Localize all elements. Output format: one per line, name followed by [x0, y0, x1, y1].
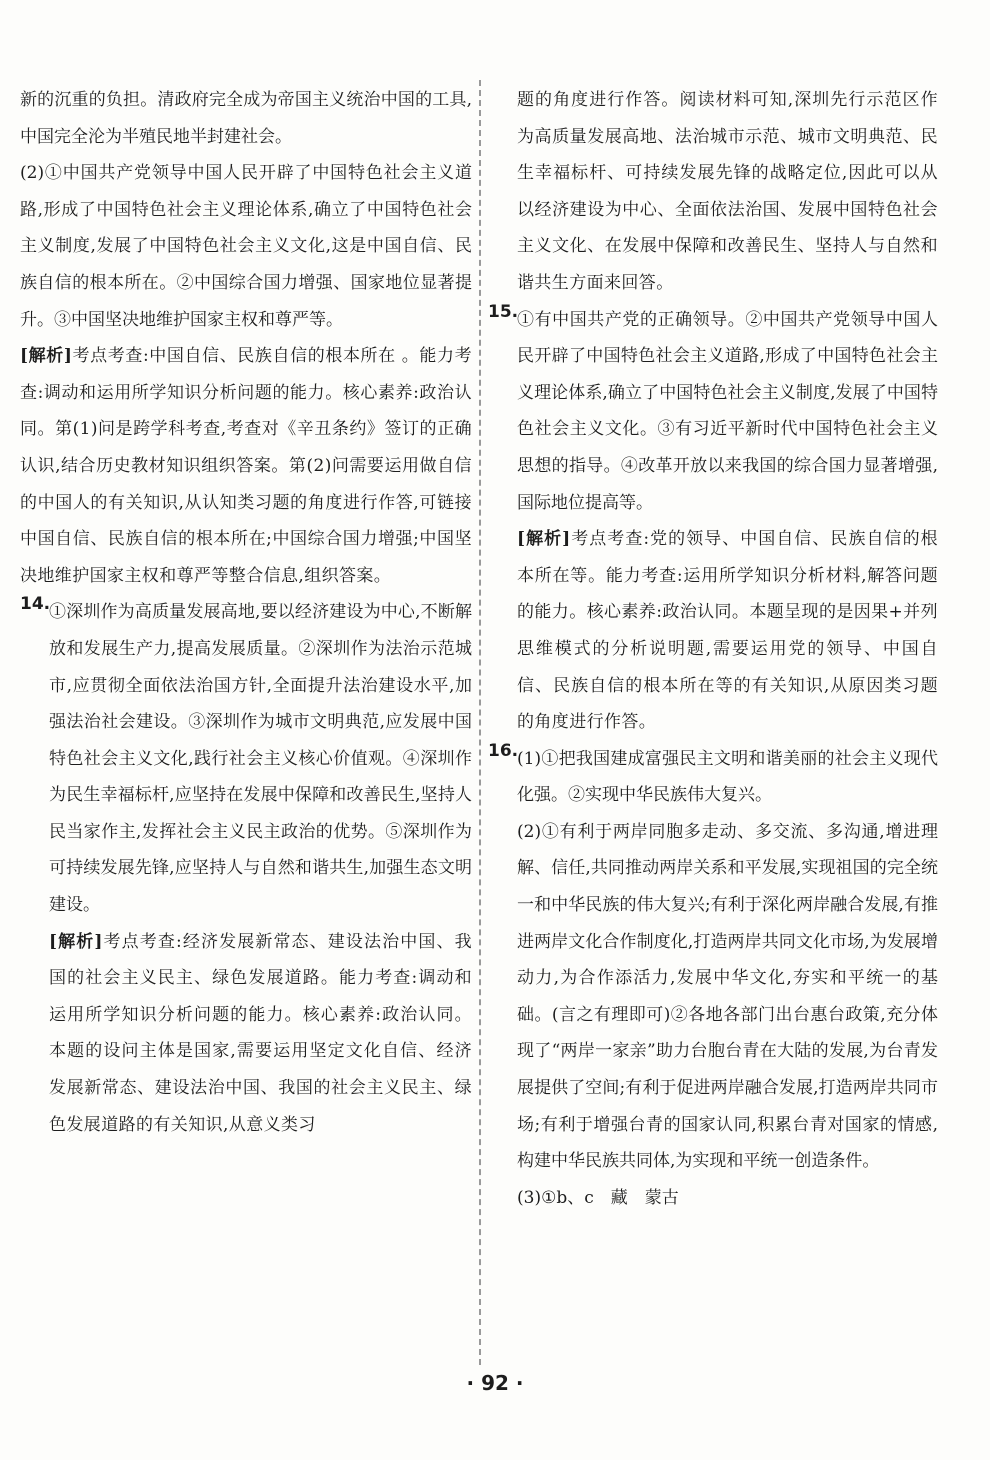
q13-analysis [20, 338, 472, 594]
analysis-tag: [解析] [20, 346, 73, 367]
column-divider [479, 80, 481, 1365]
q16-part3: (3)①b、c 藏 蒙古 [517, 1187, 679, 1208]
question-15 [488, 302, 938, 741]
q14-analysis [49, 924, 472, 1144]
q13-part1-end: 新的沉重的负担。清政府完全成为帝国主义统治中国的工具,中国完全沦为半殖民地半封建社会。 [20, 90, 472, 147]
left-column [20, 82, 472, 1143]
analysis-tag: [解析] [517, 529, 571, 550]
q15-answer: ①有中国共产党的正确领导。②中国共产党领导中国人民开辟了中国特色社会主义道路,形成了中国特色社会主义理论体系,确立了中国特色社会主义制度,发展了中国特色社会主义文化。③有习近平新时代中国特色社会主义思想的指导。④改革开放以来我国的综合国力显著增强,国际地位提高等。 [517, 309, 938, 513]
q15-analysis-text: 考点考查:党的领导、中国自信、民族自信的根本所在等。能力考查:运用所学知识分析材料,解答问题的能力。核心素养:政治认同。本题呈现的是因果+并列思维模式的分析说明题,需要运用党的领导、中国自信、民族自信的根本所在等的有关知识,从原因类习题的角度进行作答。 [517, 529, 938, 733]
question-16 [488, 741, 938, 1217]
q13-part2: (2)①中国共产党领导中国人民开辟了中国特色社会主义道路,形成了中国特色社会主义理论体系,确立了中国特色社会主义制度,发展了中国特色社会主义文化,这是中国自信、民族自信的根本所在。②中国综合国力增强、国家地位显著提升。③中国坚决地维护国家主权和尊严等。 [20, 163, 472, 330]
q13-analysis-text: 考点考查:中国自信、民族自信的根本所在 。能力考查:调动和运用所学知识分析问题的能力。核心素养:政治认同。第(1)问是跨学科考查,考查对《辛丑条约》签订的正确认识,结合历史教材知识组织答案。第(2)问需要运用做自信的中国人的有关知识,从认知类习题的角度进行作答,可链接中国自信、民族自信的根本所在;中国综合国力增强;中国坚决地维护国家主权和尊严等整合信息,组织答案。 [20, 346, 473, 586]
question-14 [20, 594, 472, 1143]
q14-analysis-text: 考点考查:经济发展新常态、建设法治中国、我国的社会主义民主、绿色发展道路。能力考查:调动和运用所学知识分析问题的能力。核心素养:政治认同。本题的设问主体是国家,需要运用坚定文化自信、经济发展新常态、建设法治中国、我国的社会主义民主、绿色发展道路的有关知识,从意义类习 [49, 931, 472, 1135]
page-number: · 92 · [466, 1371, 524, 1395]
analysis-tag: [解析] [49, 931, 103, 952]
q16-part1: (1)①把我国建成富强民主文明和谐美丽的社会主义现代化强。②实现中华民族伟大复兴。 [517, 748, 938, 806]
question-16-number: 16. [488, 740, 519, 761]
question-15-number: 15. [488, 301, 519, 322]
question-14-number: 14. [20, 594, 51, 615]
q14-answer: ①深圳作为高质量发展高地,要以经济建设为中心,不断解放和发展生产力,提高发展质量。②深圳作为法治示范城市,应贯彻全面依法治国方针,全面提升法治建设水平,加强法治社会建设。③深圳作为城市文明典范,应发展中国特色社会主义文化,践行社会主义核心价值观。④深圳作为民生幸福标杆,应坚持在发展中保障和改善民生,坚持人民当家作主,发挥社会主义民主政治的优势。⑤深圳作为可持续发展先锋,应坚持人与自然和谐共生,加强生态文明建设。 [49, 602, 472, 916]
q14-analysis-continued: 题的角度进行作答。阅读材料可知,深圳先行示范区作为高质量发展高地、法治城市示范、城市文明典范、民生幸福标杆、可持续发展先锋的战略定位,因此可以从以经济建设为中心、全面依法治国、发展中国特色社会主义文化、在发展中保障和改善民生、坚持人与自然和谐共生方面来回答。 [517, 90, 938, 293]
right-column [488, 82, 938, 1216]
q16-part2: (2)①有利于两岸同胞多走动、多交流、多沟通,增进理解、信任,共同推动两岸关系和平发展,实现祖国的完全统一和中华民族的伟大复兴;有利于深化两岸融合发展,有推进两岸文化合作制度化,打造两岸共同文化市场,为发展增动力,为合作添活力,发展中华文化,夯实和平统一的基础。(言之有理即可)②各地各部门出台惠台政策,充分体现了“两岸一家亲”助力台胞台青在大陆的发展,为台青发展提供了空间;有利于促进两岸融合发展,打造两岸共同市场;有利于增强台青的国家认同,积累台青对国家的情感,构建中华民族共同体,为实现和平统一创造条件。 [517, 821, 938, 1172]
q15-analysis [517, 521, 938, 741]
